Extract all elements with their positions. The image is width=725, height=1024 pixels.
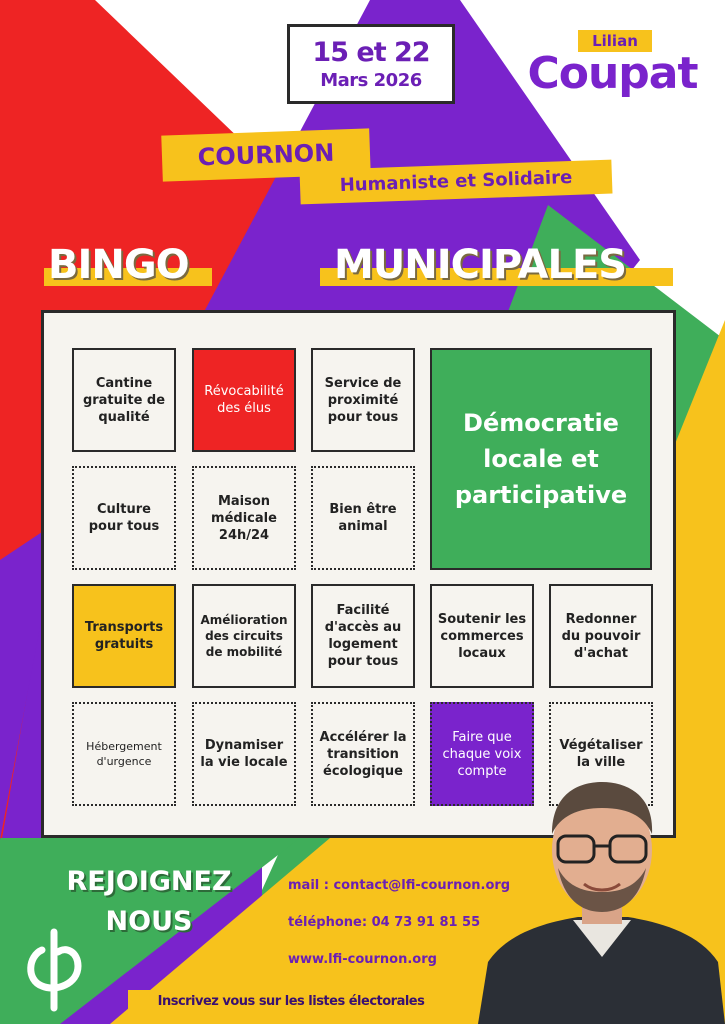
bingo-board: [41, 310, 676, 838]
contact-email[interactable]: mail : contact@lfi-cournon.org: [288, 878, 511, 893]
bingo-cell-vie-locale: Dynamiser la vie locale: [192, 702, 296, 806]
election-dates-month: Mars 2026: [320, 70, 422, 91]
title-municipales: MUNICIPALES: [334, 242, 627, 288]
bingo-cell-logement: Facilité d'accès au logement pour tous: [311, 584, 415, 688]
bingo-cell-maison-medicale: Maison médicale 24h/24: [192, 466, 296, 570]
bingo-cell-transports: Transports gratuits: [72, 584, 176, 688]
bingo-cell-cantine: Cantine gratuite de qualité: [72, 348, 176, 452]
candidate-first-name: Lilian: [578, 30, 652, 52]
contact-phone[interactable]: téléphone: 04 73 91 81 55: [288, 915, 481, 930]
join-line2: NOUS: [105, 906, 193, 937]
bingo-cell-chaque-voix: Faire que chaque voix compte: [430, 702, 534, 806]
bingo-cell-commerces: Soutenir les commerces locaux: [430, 584, 534, 688]
register-banner: Inscrivez vous sur les listes électorales: [128, 990, 454, 1014]
candidate-last-name: Coupat: [527, 48, 698, 99]
bingo-cell-transition: Accélérer la transition écologique: [311, 702, 415, 806]
bingo-cell-hebergement: Hébergement d'urgence: [72, 702, 176, 806]
bingo-cell-bien-etre-animal: Bien être animal: [311, 466, 415, 570]
join-line1: REJOIGNEZ: [66, 866, 232, 897]
phi-logo-icon: [24, 928, 84, 1012]
bingo-cell-vegetaliser: Végétaliser la ville: [549, 702, 653, 806]
bingo-cell-service-proximite: Service de proximité pour tous: [311, 348, 415, 452]
bingo-cell-revocabilite: Révocabilité des élus: [192, 348, 296, 452]
bingo-cell-mobilite: Amélioration des circuits de mobilité: [192, 584, 296, 688]
title-bingo: BINGO: [48, 242, 189, 288]
candidate-photo: [478, 772, 725, 1024]
contact-website[interactable]: www.lfi-cournon.org: [288, 952, 437, 967]
bingo-cell-democratie: Démocratie locale et participative: [430, 348, 652, 570]
election-dates-box: [287, 24, 455, 104]
bingo-cell-pouvoir-achat: Redonner du pouvoir d'achat: [549, 584, 653, 688]
campaign-slogan: Humaniste et Solidaire: [300, 160, 613, 205]
bingo-cell-culture: Culture pour tous: [72, 466, 176, 570]
campaign-city: COURNON: [161, 128, 370, 181]
election-dates-days: 15 et 22: [312, 37, 430, 68]
